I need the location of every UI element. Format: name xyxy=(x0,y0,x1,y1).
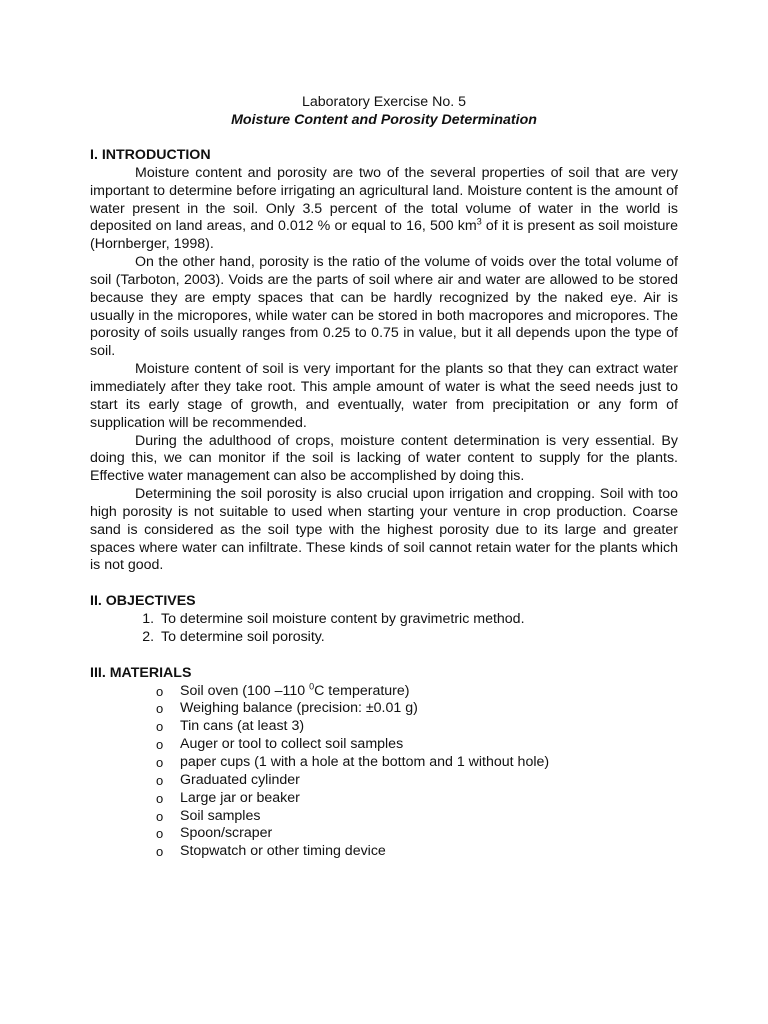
material-item-text: Spoon/scraper xyxy=(180,825,273,842)
materials-section xyxy=(90,665,678,861)
material-item-text: paper cups (1 with a hole at the bottom and 1 without hole) xyxy=(180,754,550,770)
title-block xyxy=(90,93,678,129)
material-item-text-a: Soil oven (100 –110 xyxy=(180,682,310,699)
material-item-text: Auger or tool to collect soil samples xyxy=(180,736,404,753)
objectives-heading: II. OBJECTIVES xyxy=(90,593,196,610)
introduction-paragraph-5: Determining the soil porosity is also crucial upon irrigation and cropping. Soil with too high porosity is not suitable to used when starting your venture in crop production. Coarse sand is considered as the soil type with the highest porosity due to its large and greater spaces where water can infiltrate. These kinds of soil cannot retain water for the plants which is not good. xyxy=(90,486,678,574)
introduction-paragraph-1 xyxy=(90,165,678,254)
cubic-superscript: 3 xyxy=(476,216,482,227)
bullet-icon: o xyxy=(156,719,164,735)
objective-item: 2. To determine soil porosity. xyxy=(158,629,678,647)
material-item xyxy=(90,790,678,808)
materials-heading: III. MATERIALS xyxy=(90,664,192,681)
material-item-text: Stopwatch or other timing device xyxy=(180,843,386,860)
exercise-subtitle: Moisture Content and Porosity Determination xyxy=(231,112,537,128)
material-item xyxy=(90,718,678,736)
material-item-text-b: C temperature) xyxy=(314,682,410,699)
material-item xyxy=(90,680,678,701)
bullet-icon: o xyxy=(156,808,164,824)
document-page xyxy=(90,93,678,879)
objectives-section xyxy=(90,593,678,647)
material-item xyxy=(90,843,678,861)
material-item-text: Tin cans (at least 3) xyxy=(180,718,305,735)
introduction-paragraph-4: During the adulthood of crops, moisture content determination is very essential. By doing this, we can monitor if the soil is lacking of water content to supply for the plants. Effective water management can also be accomplished by doing this. xyxy=(90,432,678,485)
material-item-text: Soil samples xyxy=(180,807,261,824)
bullet-icon: o xyxy=(156,701,164,717)
objective-item: 1. To determine soil moisture content by gravimetric method. xyxy=(158,611,678,629)
introduction-section xyxy=(90,147,678,575)
bullet-icon: o xyxy=(156,755,164,770)
introduction-paragraph-3: Moisture content of soil is very important for the plants so that they can extract water immediately after they take root. This ample amount of water is what the seed needs just to start its early stage of growth, and eventually, water from precipitation or any form of supplication will be recommended. xyxy=(90,361,678,431)
degree-superscript: 0 xyxy=(309,680,315,691)
material-item xyxy=(90,754,678,772)
introduction-paragraph-2: On the other hand, porosity is the ratio of the volume of voids over the total volume of soil (Tarboton, 2003). Voids are the parts of soil where air and water are allowed to be stored because they are empty spaces that can be hardly recognized by the naked eye. Air is usually in the micropores, while water can be stored in both macropores and micropores. The porosity of soils usually ranges from 0.25 to 0.75 in value, but it all depends upon the type of soil. xyxy=(90,254,678,360)
material-item xyxy=(90,772,678,790)
material-item-text: Weighing balance (precision: ±0.01 g) xyxy=(180,700,418,717)
material-item xyxy=(90,700,678,718)
introduction-paragraph-1-text-a: Moisture content and porosity are two of the several properties of soil that are very important to determine before irrigating an agricultural land. Moisture content is the amount of water present in the soil. Only 3.5 percent of the total volume of water in the world is deposited on land areas, and 0.012 % or equal to 16, 500 km xyxy=(90,164,678,235)
bullet-icon: o xyxy=(156,790,164,806)
introduction-heading: I. INTRODUCTION xyxy=(90,147,211,163)
material-item-text: Graduated cylinder xyxy=(180,771,300,788)
bullet-icon: o xyxy=(156,772,164,788)
material-item xyxy=(90,736,678,754)
material-item xyxy=(90,808,678,826)
bullet-icon: o xyxy=(156,826,164,842)
introduction-paragraph-1-text-b: of it is present as soil moisture (Hornberger, 1998). xyxy=(90,218,679,253)
exercise-title: Laboratory Exercise No. 5 xyxy=(301,94,467,110)
material-item-text: Large jar or beaker xyxy=(180,789,300,806)
objectives-list xyxy=(90,611,678,647)
bullet-icon: o xyxy=(156,844,164,860)
bullet-icon: o xyxy=(156,683,164,699)
bullet-icon: o xyxy=(156,737,164,753)
materials-list xyxy=(90,680,678,861)
material-item xyxy=(90,825,678,843)
